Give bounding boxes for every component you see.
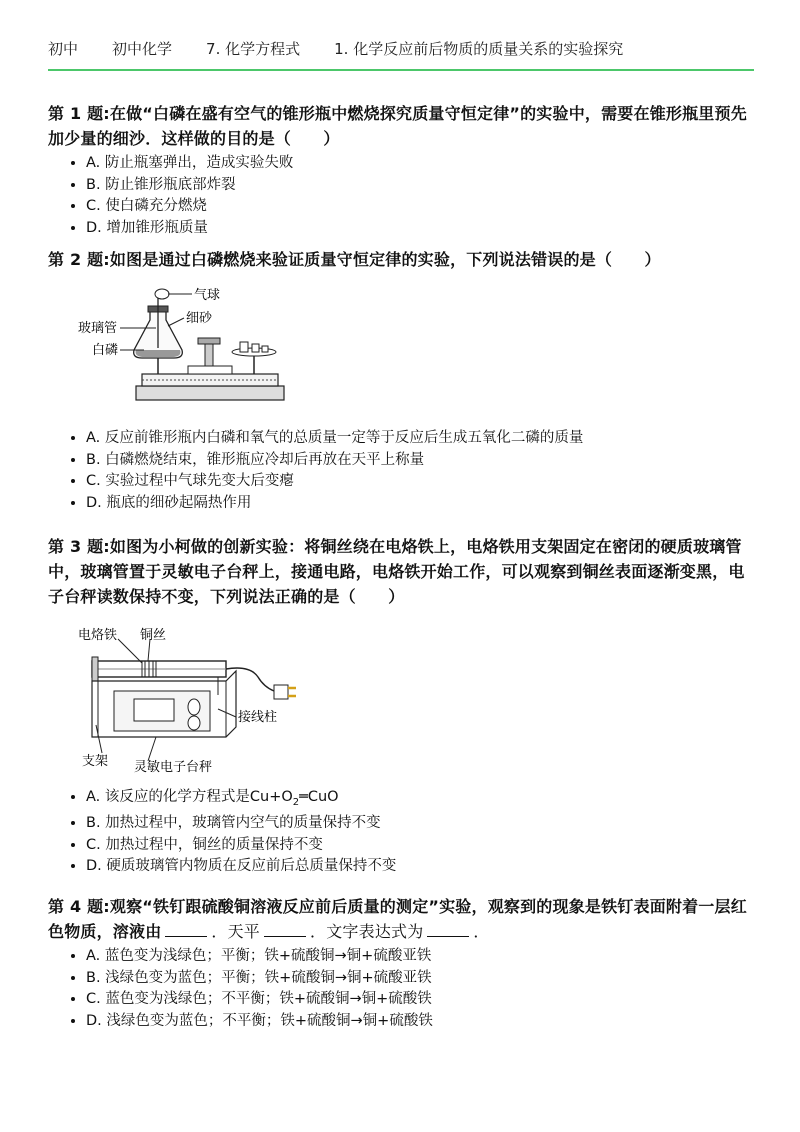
option-d[interactable]: • D. 瓶底的细砂起隔热作用 — [86, 493, 756, 515]
option-d[interactable]: • D. 增加锥形瓶质量 — [86, 218, 756, 240]
answer-blank[interactable] — [427, 922, 469, 937]
breadcrumb-item[interactable]: 初中化学 — [112, 40, 173, 58]
breadcrumb-item[interactable]: 1. 化学反应前后物质的质量关系的实验探究 — [334, 40, 624, 58]
label-terminal: 接线柱 — [238, 710, 278, 725]
option-d[interactable]: • D. 硬质玻璃管内物质在反应前后总质量保持不变 — [86, 856, 756, 878]
breadcrumb — [48, 38, 754, 59]
options-list — [48, 153, 756, 239]
answer-blank[interactable] — [165, 922, 207, 937]
options-list — [48, 946, 756, 1032]
question-3 — [48, 534, 756, 878]
option-c[interactable]: • C. 蓝色变为浅绿色；不平衡；铁+硫酸铜→铜+硫酸铁 — [86, 989, 756, 1011]
question-stem: 第 4 题:观察“铁钉跟硫酸铜溶液反应前后质量的测定”实验，观察到的现象是铁钉表面附着一层红色物质，溶液由 ．天平 ．文字表达式为 ． — [48, 897, 747, 941]
option-d[interactable]: • D. 浅绿色变为蓝色；不平衡；铁+硫酸铜→铜+硫酸铁 — [86, 1011, 756, 1033]
option-c[interactable]: • C. 加热过程中，铜丝的质量保持不变 — [86, 835, 756, 857]
question-2 — [48, 247, 756, 514]
question-stem: 第 2 题:如图是通过白磷燃烧来验证质量守恒定律的实验，下列说法错误的是（ ） — [48, 250, 661, 269]
option-a[interactable]: • A. 反应前锥形瓶内白磷和氧气的总质量一定等于反应后生成五氧化二磷的质量 — [86, 428, 756, 450]
label-sand: 细砂 — [186, 311, 213, 326]
answer-blank[interactable] — [264, 922, 306, 937]
soldering-figure — [78, 625, 756, 777]
breadcrumb-item[interactable]: 7. 化学方程式 — [206, 40, 301, 58]
label-soldering-iron: 电烙铁 — [78, 628, 118, 643]
option-b[interactable]: • B. 白磷燃烧结束，锥形瓶应冷却后再放在天平上称量 — [86, 450, 756, 472]
option-a[interactable]: • A. 该反应的化学方程式是$Cu+O_2═CuO$ — [86, 787, 756, 813]
label-scale: 灵敏电子台秤 — [134, 760, 213, 773]
breadcrumb-divider — [48, 69, 754, 71]
options-list — [48, 787, 756, 878]
option-c[interactable]: • C. 使白磷充分燃烧 — [86, 196, 756, 218]
label-balloon: 气球 — [194, 288, 221, 303]
label-white-phosphorus: 白磷 — [92, 343, 119, 358]
question-1 — [48, 101, 756, 239]
option-c[interactable]: • C. 实验过程中气球先变大后变瘪 — [86, 471, 756, 493]
label-copper-wire: 铜丝 — [140, 628, 167, 643]
soldering-iron-diagram — [78, 625, 318, 773]
option-a[interactable]: • A. 防止瓶塞弹出，造成实验失败 — [86, 153, 756, 175]
question-stem: 第 1 题:在做“白磷在盛有空气的锥形瓶中燃烧探究质量守恒定律”的实验中，需要在锥形瓶里预先加少量的细沙．这样做的目的是（ ） — [48, 104, 747, 148]
option-b[interactable]: • B. 浅绿色变为蓝色；平衡；铁+硫酸铜→铜+硫酸亚铁 — [86, 968, 756, 990]
option-b[interactable]: • B. 加热过程中，玻璃管内空气的质量保持不变 — [86, 813, 756, 835]
options-list — [48, 428, 756, 514]
phosphorus-balance-diagram — [78, 286, 298, 414]
question-stem: 第 3 题:如图为小柯做的创新实验：将铜丝绕在电烙铁上，电烙铁用支架固定在密闭的硬质玻璃管中，玻璃管置于灵敏电子台秤上，接通电路，电烙铁开始工作，可以观察到铜丝表面逐渐变黑，电子台秤读数保持不变，下列说法正确的是（ ） — [48, 537, 745, 606]
label-glass-tube: 玻璃管 — [78, 321, 118, 336]
option-b[interactable]: • B. 防止锥形瓶底部炸裂 — [86, 175, 756, 197]
label-stand: 支架 — [82, 754, 109, 769]
breadcrumb-item[interactable]: 初中 — [48, 40, 79, 58]
question-4 — [48, 894, 756, 1032]
balance-figure — [78, 286, 756, 418]
option-a[interactable]: • A. 蓝色变为浅绿色；平衡；铁+硫酸铜→铜+硫酸亚铁 — [86, 946, 756, 968]
